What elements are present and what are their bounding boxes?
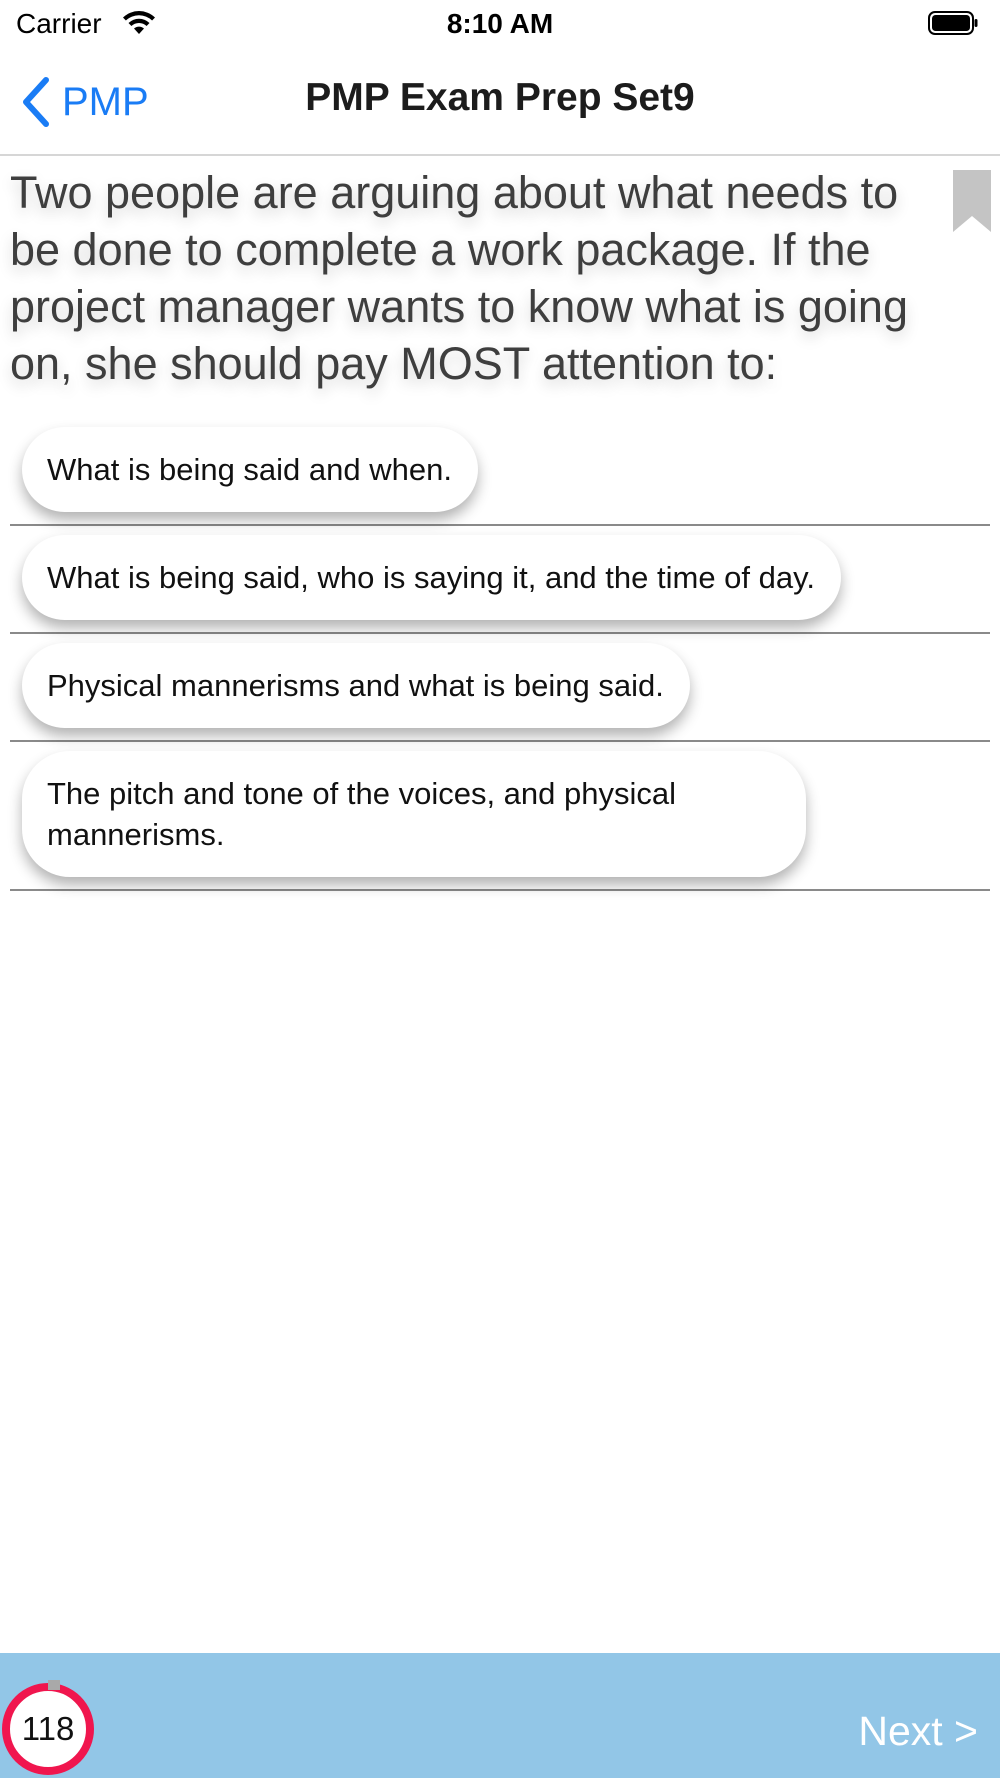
question-text: Two people are arguing about what needs to be done to complete a work package. If the project manager wants to know what is going on, she should pay MOST attention to: — [10, 167, 908, 389]
carrier-label: Carrier — [16, 8, 102, 39]
counter-value: 118 — [21, 1710, 75, 1747]
page-title: PMP Exam Prep Set9 — [305, 76, 695, 119]
back-label: PMP — [62, 79, 149, 124]
answer-option-2[interactable]: What is being said, who is saying it, and the time of day. — [22, 535, 841, 620]
clock: 8:10 AM — [446, 8, 554, 39]
status-bar — [0, 0, 1000, 52]
question-counter — [2, 1683, 94, 1775]
next-button[interactable]: Next > — [858, 1708, 978, 1754]
bookmark-icon[interactable] — [953, 170, 991, 232]
answer-option-3[interactable]: Physical mannerisms and what is being said. — [22, 643, 690, 728]
battery-icon — [928, 11, 978, 35]
counter-progress-marker — [48, 1680, 60, 1690]
answer-option-4[interactable]: The pitch and tone of the voices, and physical mannerisms. — [22, 751, 806, 877]
answer-list — [10, 418, 990, 891]
answer-option-1[interactable]: What is being said and when. — [22, 427, 478, 512]
answer-row — [10, 742, 990, 891]
answer-row — [10, 418, 990, 526]
answer-row — [10, 526, 990, 634]
bottom-bar — [0, 1653, 1000, 1778]
navigation-bar — [0, 52, 1000, 156]
answer-row — [10, 634, 990, 742]
